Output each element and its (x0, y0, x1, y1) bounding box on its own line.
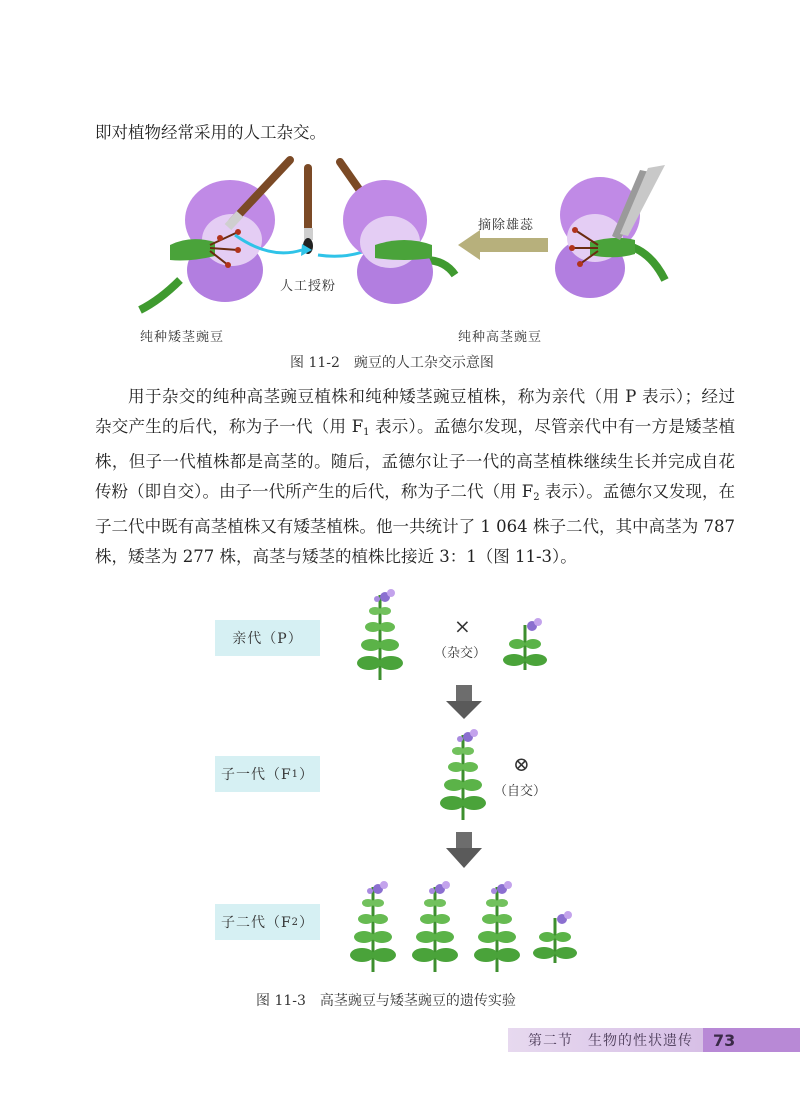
intro-text: 即对植物经常采用的人工杂交。 (95, 123, 326, 142)
tall-plant-f2-2 (412, 881, 458, 972)
page-number: 73 (703, 1028, 800, 1052)
f1-subscript: 1 (363, 426, 370, 438)
dwarf-plant-p (503, 618, 547, 670)
generation-f1-suffix: ） (299, 767, 315, 783)
generation-p-label: 亲代（P） (232, 631, 303, 647)
generation-f2-box (215, 904, 320, 940)
self-symbol: ⊗ (513, 752, 530, 776)
label-tall-pea: 纯种高茎豌豆 (458, 330, 543, 345)
generation-f2-sub: 2 (291, 916, 300, 928)
body-paragraph (95, 382, 735, 571)
self-label: （自交） (494, 784, 547, 799)
generation-p-box (215, 620, 320, 656)
tall-plant-f2-3 (474, 881, 520, 972)
paragraph-part-3: 表示）。孟德尔又发现，在子二代中既有高茎植株又有矮茎植株。他一共统计了 1 064 株子二代，其中高茎为 787 株，矮茎为 277 株，高茎与矮茎的植株比接近 3：1（图 11-3）。 (95, 481, 735, 566)
paragraph-part-1: 用于杂交的纯种高茎豌豆植株和纯种矮茎豌豆植株，称为亲代（用 P 表示）；经过杂交产生的后代，称为子一代（用 F (95, 387, 735, 436)
label-remove-stamens: 摘除雄蕊 (478, 218, 535, 233)
middle-pea-flower (343, 180, 455, 304)
brush-middle (303, 168, 313, 254)
paragraph-part-2: 表示）。孟德尔发现，尽管亲代中有一方是矮茎植株，但子一代植株都是高茎的。随后，孟德尔让子一代的高茎植株继续生长并完成自花传粉（即自交）。由子一代所产生的后代，称为子二代（用 F (95, 416, 735, 501)
pea-artificial-cross-illustration (120, 150, 680, 320)
f2-subscript: 2 (533, 491, 540, 503)
down-arrow-1 (446, 685, 482, 719)
label-artificial-pollination: 人工授粉 (280, 279, 337, 294)
figure-11-3-caption: 图 11-3 高茎豌豆与矮茎豌豆的遗传实验 (256, 993, 516, 1009)
generation-f1-prefix: 子一代（F (220, 767, 292, 783)
generation-f1-sub: 1 (291, 768, 300, 780)
tall-plant-p (357, 589, 403, 680)
generation-f1-box (215, 756, 320, 792)
generation-f2-suffix: ） (299, 915, 315, 931)
cross-symbol: × (454, 614, 471, 638)
down-arrow-2 (446, 832, 482, 868)
figure-11-2-caption: 图 11-2 豌豆的人工杂交示意图 (290, 355, 494, 371)
footer-section-title: 第二节 生物的性状遗传 (528, 1033, 693, 1049)
tall-plant-f2-1 (350, 881, 396, 972)
generation-f2-prefix: 子二代（F (220, 915, 292, 931)
arrow-left-olive (458, 230, 548, 260)
label-dwarf-pea: 纯种矮茎豌豆 (140, 330, 225, 345)
dwarf-plant-f2 (533, 911, 577, 963)
tall-plant-f1 (440, 729, 486, 820)
cross-label: （杂交） (434, 646, 487, 661)
